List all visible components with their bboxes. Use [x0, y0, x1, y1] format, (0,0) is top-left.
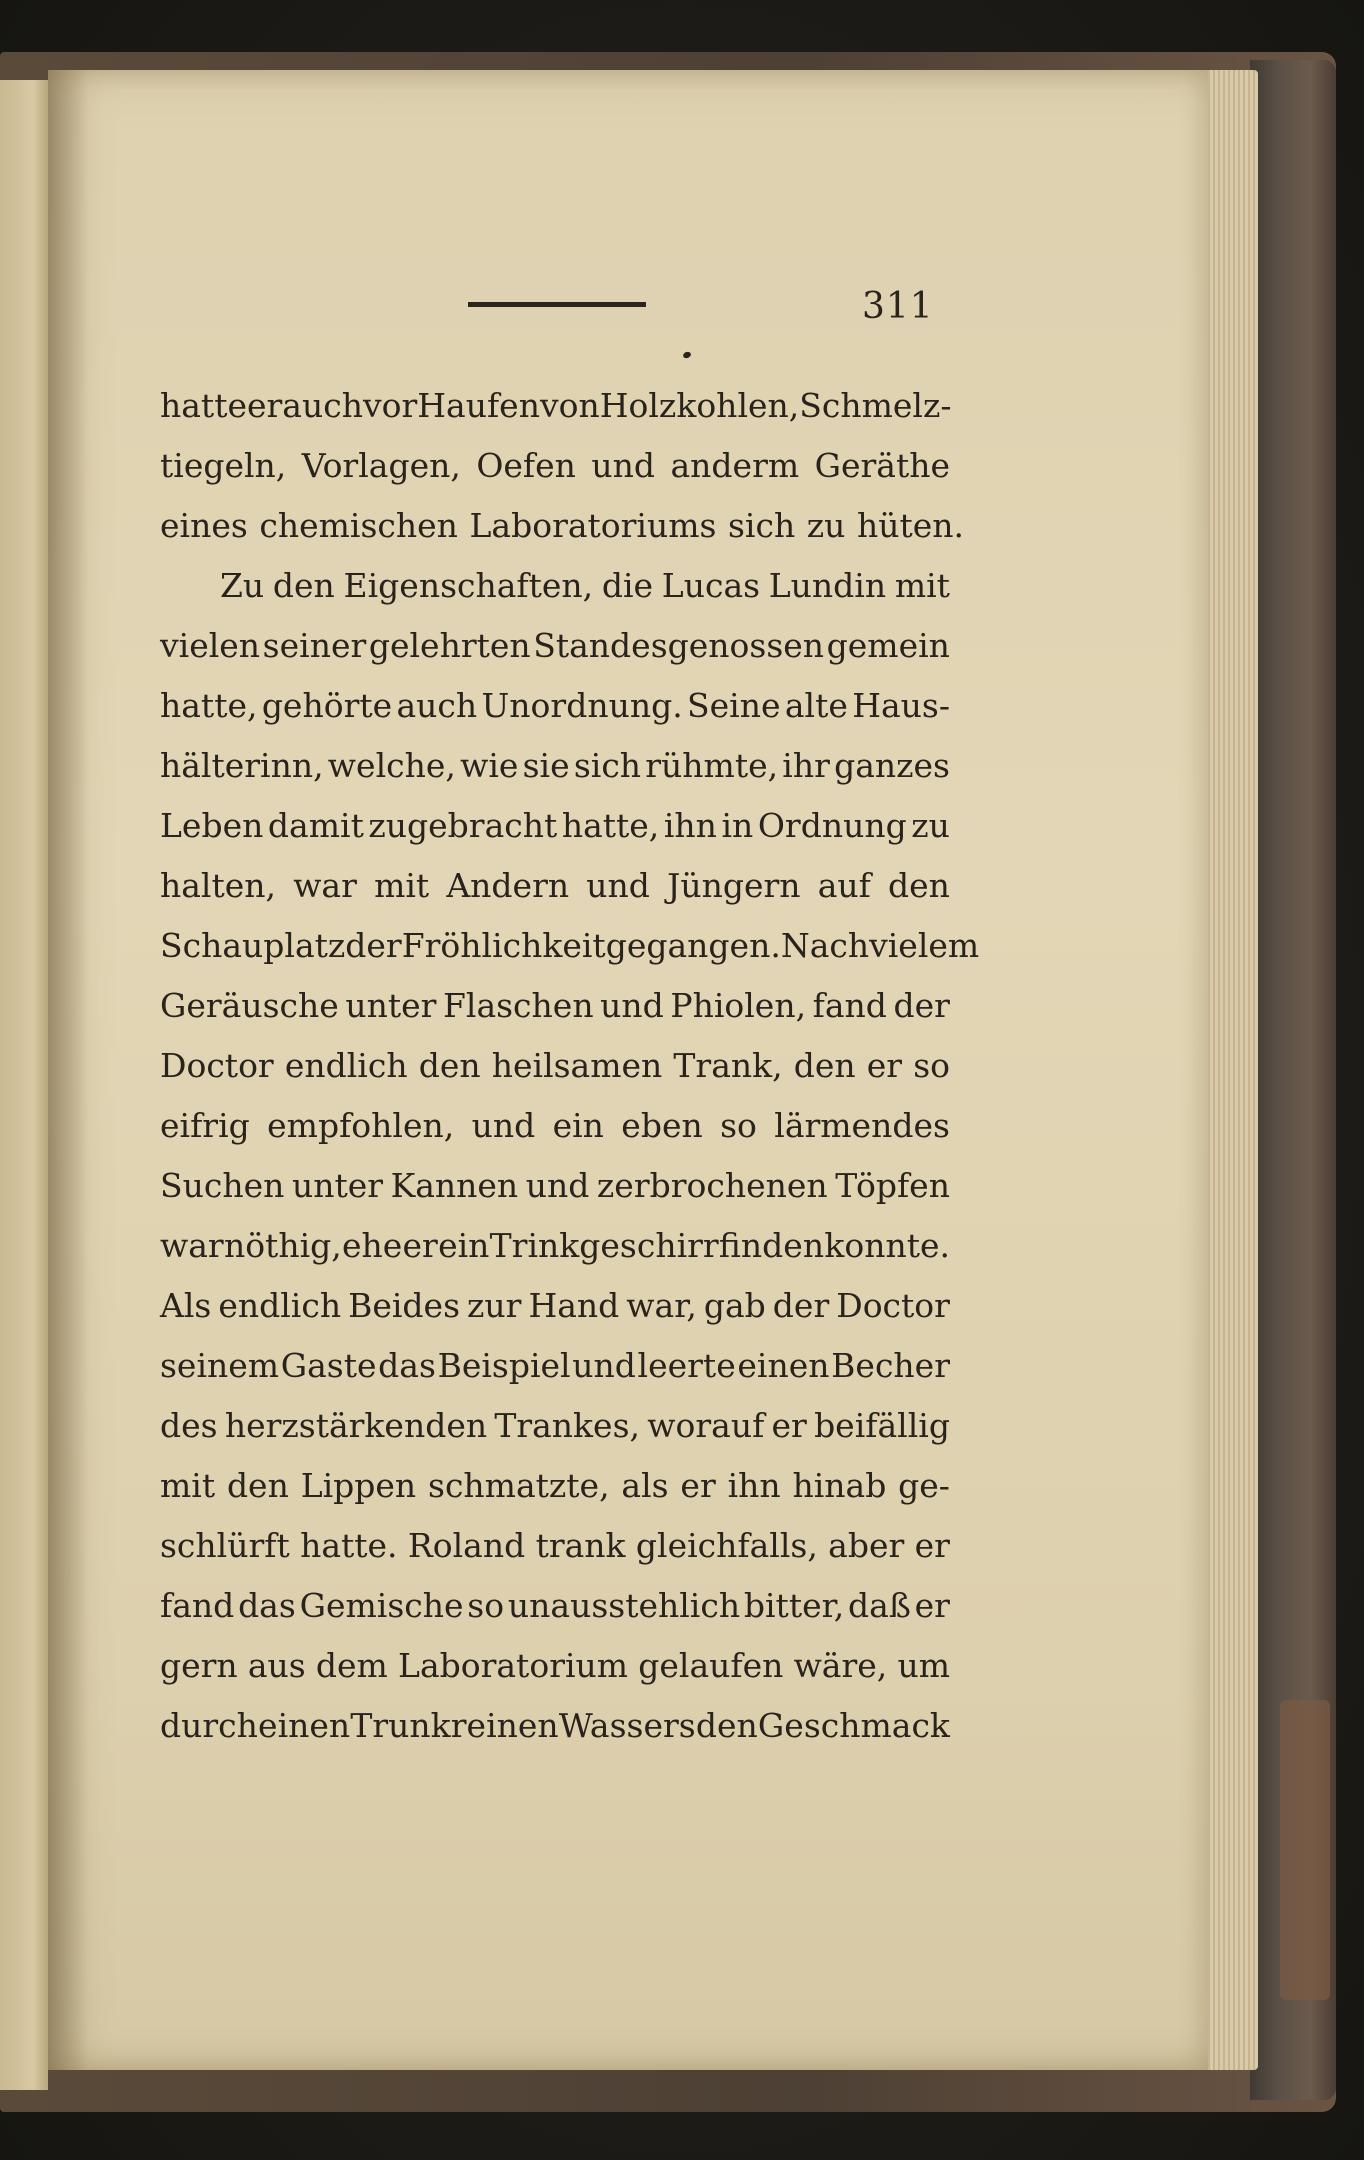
text-word: den	[226, 1465, 289, 1505]
text-word: Fröhlichkeit	[401, 925, 606, 965]
text-word: worauf	[647, 1405, 765, 1445]
text-word: er	[914, 1585, 950, 1625]
text-word: und	[525, 1165, 590, 1205]
text-word: chemischen	[259, 505, 458, 545]
left-page-edge	[0, 80, 48, 2090]
text-word: sich	[728, 505, 796, 545]
text-word: mit	[160, 1465, 216, 1505]
text-word: den	[793, 1045, 856, 1085]
text-line	[160, 1095, 950, 1155]
text-word: so	[720, 1105, 757, 1145]
text-word: Seine	[687, 685, 781, 725]
text-word: Trankes,	[494, 1405, 641, 1445]
text-line	[160, 1035, 950, 1095]
text-word: und	[572, 1345, 636, 1385]
text-word: und	[591, 445, 656, 485]
text-word: ganzes	[834, 745, 950, 785]
text-word: Doctor	[836, 1285, 950, 1325]
text-word: gegangen.	[605, 925, 781, 965]
text-word: wie	[460, 745, 519, 785]
text-word: zu	[911, 805, 950, 845]
text-word: und	[471, 1105, 536, 1145]
text-word: Geräusche	[160, 985, 339, 1025]
text-word: Hand	[528, 1285, 620, 1325]
text-word: Beides	[348, 1285, 461, 1325]
text-word: der	[772, 1285, 830, 1325]
text-word: nöthig,	[223, 1225, 342, 1265]
text-word: Ordnung	[757, 805, 907, 845]
text-word: Phiolen,	[670, 985, 807, 1025]
text-word: Wassers	[558, 1705, 696, 1745]
text-word: fand	[812, 985, 887, 1025]
text-word: Schauplatz	[160, 925, 346, 965]
text-word: unter	[291, 1165, 384, 1205]
header-rule	[468, 302, 646, 307]
text-word: unausstehlich	[507, 1585, 741, 1625]
text-word: wäre,	[793, 1645, 888, 1685]
text-word: hatte.	[300, 1525, 398, 1565]
text-word: war	[293, 865, 357, 905]
text-word: beifällig	[814, 1405, 950, 1445]
text-word: herzstärkenden	[224, 1405, 488, 1445]
text-word: trank	[535, 1525, 626, 1565]
text-word: ein	[438, 1225, 490, 1265]
text-word: er	[680, 1465, 716, 1505]
text-line	[160, 1455, 950, 1515]
text-word: Gemische	[299, 1585, 464, 1625]
text-word: reinen	[450, 1705, 559, 1745]
text-word: konnte.	[824, 1225, 950, 1265]
text-word: finden	[718, 1225, 825, 1265]
text-word: ihn	[663, 805, 717, 845]
text-word: zu	[806, 505, 846, 545]
text-word: ihn	[727, 1465, 781, 1505]
text-word: Gaste	[280, 1345, 377, 1385]
text-word: Eigenschaften,	[343, 565, 594, 605]
text-word: anderm	[670, 445, 800, 485]
text-word: Laboratorium	[398, 1645, 629, 1685]
text-line	[160, 1215, 950, 1275]
text-word: auch	[396, 685, 478, 725]
text-word: Leben	[160, 805, 264, 845]
text-word: unter	[345, 985, 437, 1025]
text-word: endlich	[218, 1285, 342, 1325]
text-word: der	[893, 985, 950, 1025]
text-word: so	[913, 1045, 950, 1085]
body-text	[160, 375, 980, 1755]
text-word: hüten.	[856, 505, 965, 545]
text-word: Geschmack	[757, 1705, 950, 1745]
text-word: hatte,	[561, 805, 660, 845]
text-word: er	[246, 385, 283, 425]
text-line	[160, 855, 950, 915]
text-word: hatte,	[160, 685, 258, 725]
text-word: hinab	[792, 1465, 887, 1505]
text-word: einen	[737, 1345, 830, 1385]
text-word: ein	[552, 1105, 604, 1145]
text-word: Beispiel	[437, 1345, 571, 1385]
text-line	[160, 915, 980, 975]
text-word: Flaschen	[443, 985, 594, 1025]
text-word: damit	[267, 805, 364, 845]
text-line	[160, 1275, 950, 1335]
text-word: aus	[247, 1645, 306, 1685]
text-word: Roland	[407, 1525, 526, 1565]
text-word: Lundin	[768, 565, 887, 605]
text-line	[160, 1635, 950, 1695]
text-line	[160, 735, 950, 795]
text-word: war,	[626, 1285, 697, 1325]
text-word: hatte	[160, 385, 247, 425]
text-line	[160, 1335, 950, 1395]
text-word: hälterinn,	[160, 745, 324, 785]
text-word: sie	[522, 745, 570, 785]
text-line	[160, 615, 950, 675]
text-word: Jüngern	[667, 865, 801, 905]
page-number: 311	[862, 286, 934, 327]
text-word: leerte	[637, 1345, 736, 1385]
text-line	[160, 1395, 950, 1455]
text-word: das	[378, 1345, 436, 1385]
text-word: um	[897, 1645, 950, 1685]
text-word: einen	[258, 1705, 351, 1745]
text-word: zerbrochenen	[596, 1165, 828, 1205]
text-word: lärmendes	[774, 1105, 950, 1145]
text-word: in	[721, 805, 754, 845]
text-word: die	[601, 565, 654, 605]
text-word: der	[345, 925, 402, 965]
text-word: auch	[282, 385, 363, 425]
text-line	[160, 495, 965, 555]
text-word: Holzkohlen,	[599, 385, 800, 425]
text-word: den	[695, 1705, 758, 1745]
text-word: Zu	[220, 565, 265, 605]
text-word: tiegeln,	[160, 445, 287, 485]
text-word: mit	[374, 865, 430, 905]
text-word: den	[272, 565, 335, 605]
text-word: Oefen	[476, 445, 576, 485]
text-word: seiner	[262, 625, 367, 665]
text-word: Als	[160, 1285, 212, 1325]
text-word: Kannen	[390, 1165, 519, 1205]
text-word: schlürft	[160, 1525, 290, 1565]
text-word: so	[467, 1585, 505, 1625]
text-word: ehe	[341, 1225, 403, 1265]
text-word: seinem	[160, 1345, 280, 1385]
text-word: Unordnung.	[481, 685, 683, 725]
text-word: vielen	[160, 625, 261, 665]
text-word: halten,	[160, 865, 277, 905]
text-word: eifrig	[160, 1105, 250, 1145]
text-word: durch	[160, 1705, 258, 1745]
text-word: er	[771, 1405, 807, 1445]
text-word: Trank,	[673, 1045, 783, 1085]
text-word: von	[539, 385, 600, 425]
text-word: Doctor	[160, 1045, 274, 1085]
text-word: Lippen	[300, 1465, 417, 1505]
text-word: vielem	[869, 925, 980, 965]
text-word: Geräthe	[814, 445, 950, 485]
text-word: Trinkgeschirr	[489, 1225, 719, 1265]
text-word: das	[238, 1585, 296, 1625]
text-word: welche,	[327, 745, 456, 785]
text-word: Vorlagen,	[301, 445, 461, 485]
text-word: gelaufen	[638, 1645, 784, 1685]
text-line	[160, 375, 950, 435]
text-word: mit	[894, 565, 950, 605]
text-word: Andern	[446, 865, 570, 905]
text-word: und	[586, 865, 650, 905]
text-word: alte	[784, 685, 848, 725]
text-word: Haus-	[852, 685, 950, 725]
text-word: heilsamen	[491, 1045, 663, 1085]
text-word: gab	[703, 1285, 766, 1325]
text-word: Trunk	[350, 1705, 451, 1745]
gutter-shadow	[48, 70, 88, 2070]
text-word: gern	[160, 1645, 238, 1685]
text-word: bitter,	[743, 1585, 845, 1625]
text-word: rühmte,	[645, 745, 779, 785]
text-word: gehörte	[261, 685, 393, 725]
text-word: gleichfalls,	[635, 1525, 818, 1565]
text-word: ge-	[898, 1465, 950, 1505]
text-word: empfohlen,	[267, 1105, 455, 1145]
text-word: sich	[573, 745, 642, 785]
text-word: den	[418, 1045, 481, 1085]
text-word: dem	[315, 1645, 388, 1685]
text-word: daß	[848, 1585, 911, 1625]
cover-wear-mark	[1280, 1700, 1330, 2000]
text-line	[160, 675, 950, 735]
text-word: Standesgenossen	[533, 625, 825, 665]
text-word: vor	[362, 385, 418, 425]
text-word: Nach	[780, 925, 870, 965]
text-word: und	[600, 985, 664, 1025]
text-line	[160, 1695, 950, 1755]
text-word: er	[914, 1525, 950, 1565]
text-word: des	[160, 1405, 218, 1445]
text-word: auf	[817, 865, 871, 905]
text-word: als	[621, 1465, 669, 1505]
text-word: aber	[828, 1525, 905, 1565]
text-word: war	[160, 1225, 224, 1265]
text-word: Haufen	[417, 385, 540, 425]
text-line	[160, 1575, 950, 1635]
text-word: endlich	[284, 1045, 408, 1085]
text-word: ihr	[782, 745, 830, 785]
text-word: gemein	[826, 625, 950, 665]
text-word: gelehrten	[368, 625, 531, 665]
text-word: den	[888, 865, 950, 905]
text-word: zugebracht	[368, 805, 558, 845]
text-line	[160, 975, 950, 1035]
text-word: Laboratoriums	[469, 505, 717, 545]
text-line	[160, 435, 950, 495]
text-word: Suchen	[160, 1165, 285, 1205]
text-word: Schmelz-	[799, 385, 952, 425]
text-word: zur	[467, 1285, 522, 1325]
text-word: Becher	[831, 1345, 950, 1385]
text-word: eben	[621, 1105, 703, 1145]
text-line	[160, 795, 950, 855]
text-word: eines	[160, 505, 248, 545]
text-word: fand	[160, 1585, 235, 1625]
text-word: er	[866, 1045, 903, 1085]
text-line	[160, 1515, 950, 1575]
text-word: er	[402, 1225, 438, 1265]
text-line	[160, 1155, 950, 1215]
text-word: Töpfen	[835, 1165, 950, 1205]
text-word: schmatzte,	[428, 1465, 610, 1505]
text-line	[160, 555, 950, 615]
text-word: Lucas	[661, 565, 761, 605]
